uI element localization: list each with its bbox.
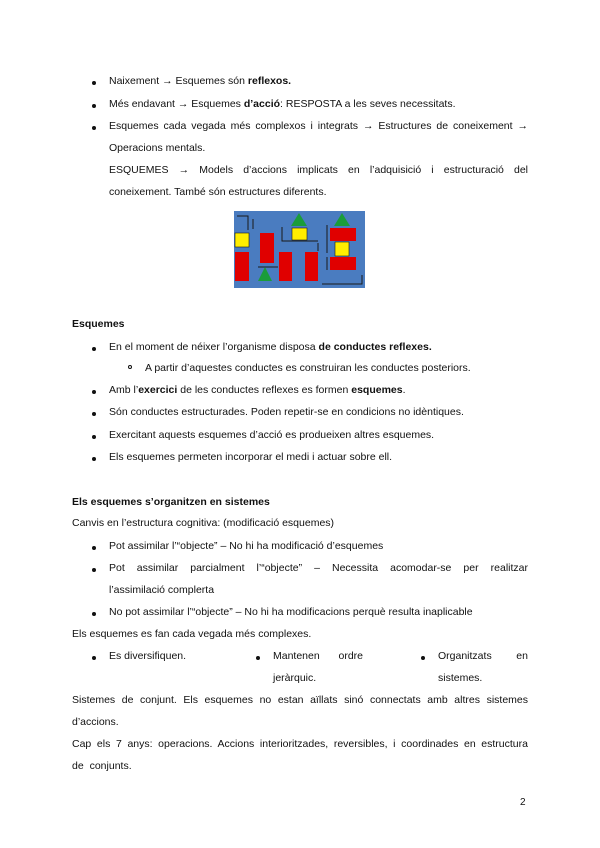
esquemes-definition-cont: coneixement. També són estructures diferents.: [109, 186, 327, 198]
red-block: [330, 228, 356, 241]
bullet: [92, 104, 96, 108]
bullet: [92, 435, 96, 439]
yellow-block: [292, 228, 307, 240]
paragraph: Canvis en l’estructura cognitiva: (modificació esquemes): [72, 517, 335, 529]
bullet: [92, 546, 96, 550]
bullet-text-cont: l’assimilació complerta: [109, 584, 215, 596]
section-heading: Esquemes: [72, 318, 125, 330]
bullet: [92, 390, 96, 394]
red-block: [235, 252, 249, 281]
section-heading: Els esquemes s’organitzen en sistemes: [72, 496, 270, 508]
bullet: [92, 457, 96, 461]
bullet-text: Pot assimilar parcialment l’“objecte” – Necessita acomodar-se per realitzar: [109, 562, 528, 574]
bullet: [92, 347, 96, 351]
red-block: [330, 257, 356, 270]
bullet: [92, 612, 96, 616]
paragraph-cont: de conjunts.: [72, 760, 132, 772]
bullet-text: Esquemes cada vegada més complexos i integrats → Estructures de coneixement →: [109, 120, 528, 132]
esquemes-definition: ESQUEMES → Models d’accions implicats en l’adquisició i estructuració del: [109, 164, 528, 176]
bullet-text: Naixement → Esquemes són reflexos.: [109, 75, 292, 87]
column-text: Mantenen ordre: [273, 650, 363, 662]
yellow-block: [335, 242, 349, 256]
red-block: [279, 252, 292, 281]
bullet-text-cont: Operacions mentals.: [109, 142, 206, 154]
bullet: [256, 656, 260, 660]
red-block: [305, 252, 318, 281]
column-text-cont: jeràrquic.: [273, 672, 317, 684]
paragraph: Cap els 7 anys: operacions. Accions interioritzades, reversibles, i coordinades en estructura: [72, 738, 528, 750]
bullet: [92, 81, 96, 85]
yellow-block: [235, 233, 249, 247]
bullet: [92, 568, 96, 572]
bullet-text: Amb l’exercici de les conductes reflexes es formen esquemes.: [109, 384, 406, 396]
bullet: [92, 656, 96, 660]
paragraph: Els esquemes es fan cada vegada més complexes.: [72, 628, 312, 640]
sub-bullet-text: A partir d’aquestes conductes es construiran les conductes posteriors.: [145, 362, 471, 374]
bullet-text: Exercitant aquests esquemes d’acció es produeixen altres esquemes.: [109, 429, 435, 441]
paragraph: Sistemes de conjunt. Els esquemes no estan aïllats sinó connectats amb altres sistemes: [72, 694, 528, 706]
bullet: [92, 126, 96, 130]
bullet-text: Més endavant → Esquemes d’acció: RESPOSTA a les seves necessitats.: [109, 98, 456, 110]
bullet-text: Són conductes estructurades. Poden repetir-se en condicions no idèntiques.: [109, 406, 464, 418]
red-block: [260, 233, 274, 263]
bullet: [421, 656, 425, 660]
column-text: Organitzats en: [438, 650, 528, 662]
sub-bullet: [128, 365, 132, 369]
paragraph-cont: d’accions.: [72, 716, 119, 728]
bullet-text: En el moment de néixer l’organisme disposa de conductes reflexes.: [109, 341, 432, 353]
blocks-illustration: [234, 211, 365, 288]
page-number: 2: [520, 797, 526, 808]
bullet-text: Pot assimilar l’“objecte” – No hi ha modificació d’esquemes: [109, 540, 384, 552]
column-text-cont: sistemes.: [438, 672, 483, 684]
column-text: Es diversifiquen.: [109, 650, 187, 662]
bullet: [92, 412, 96, 416]
bullet-text: Els esquemes permeten incorporar el medi i actuar sobre ell.: [109, 451, 393, 463]
bullet-text: No pot assimilar l’“objecte” – No hi ha modificacions perquè resulta inaplicable: [109, 606, 473, 618]
